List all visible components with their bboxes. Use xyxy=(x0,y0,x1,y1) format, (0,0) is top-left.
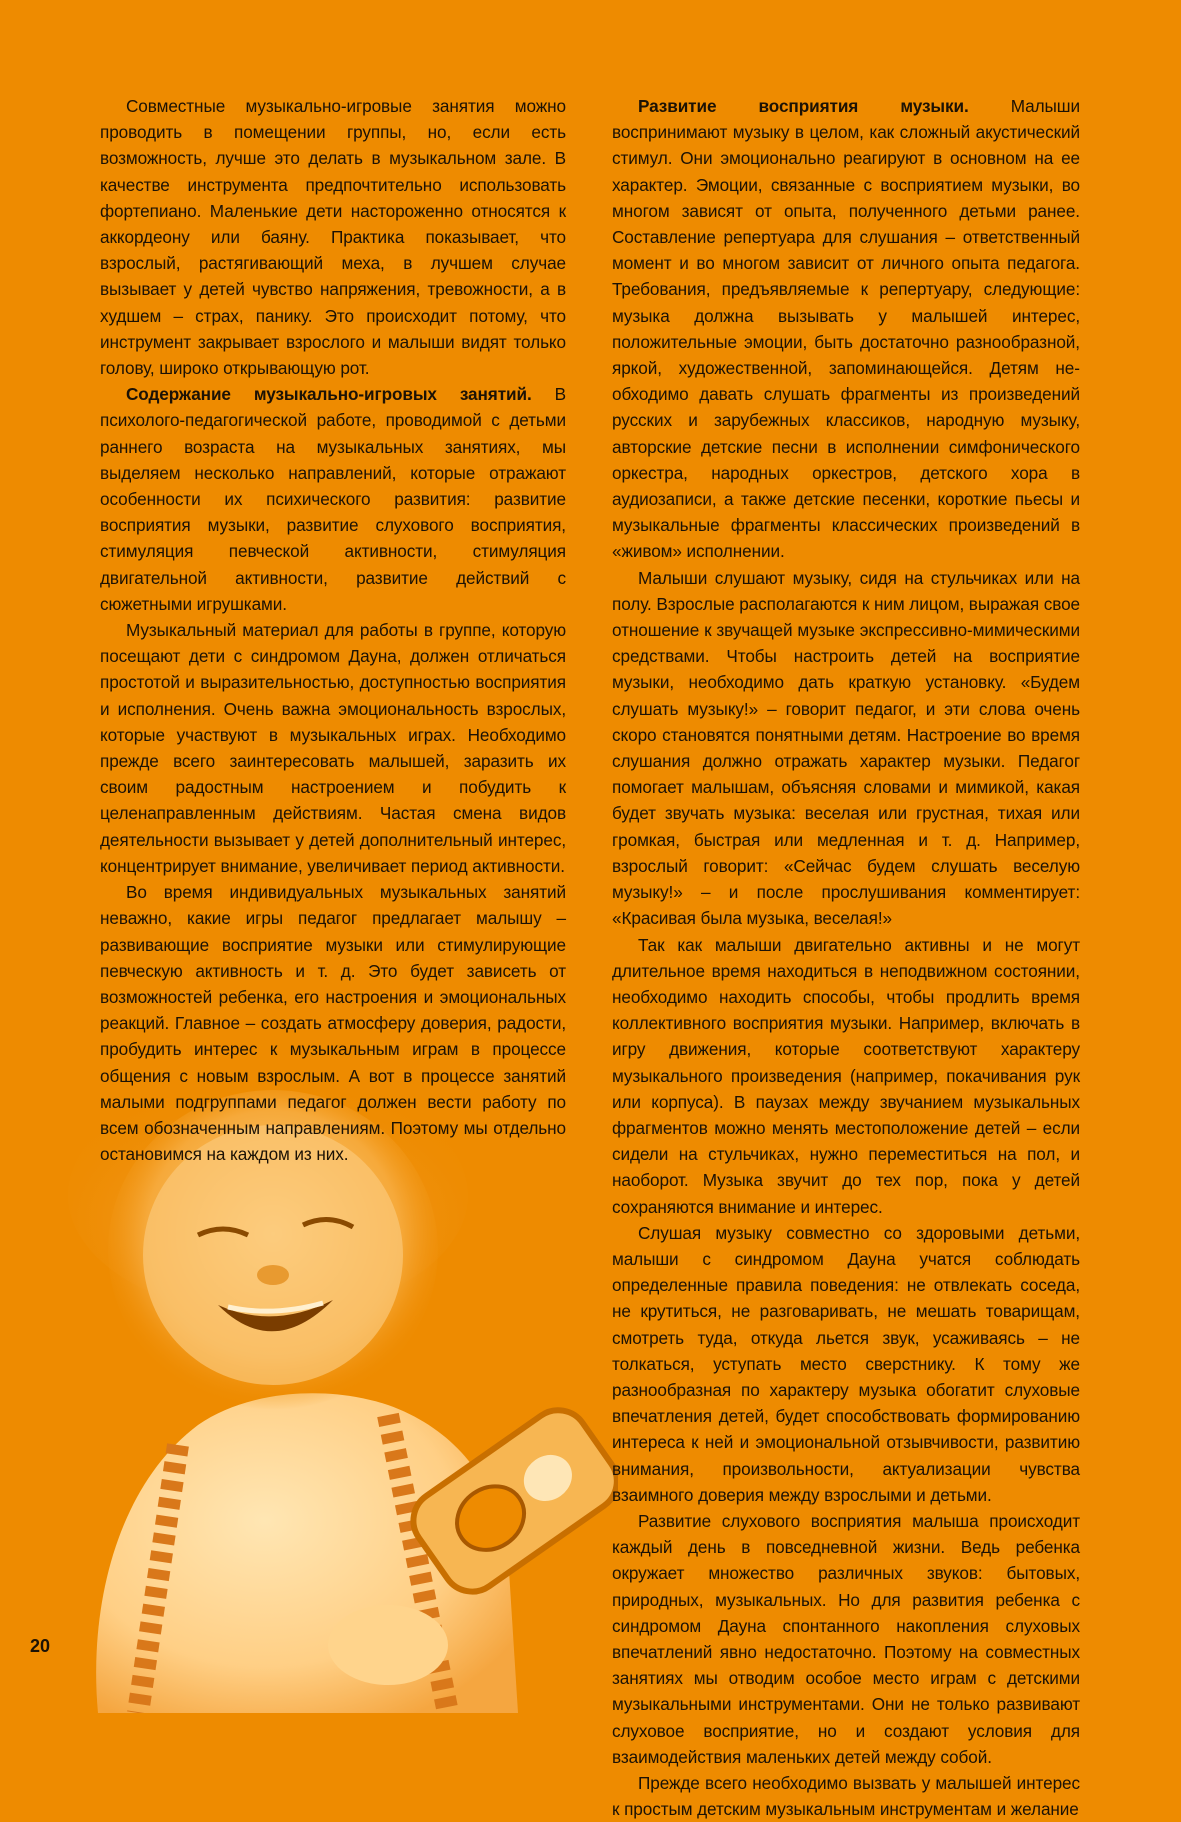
left-paragraph-2 xyxy=(100,381,566,617)
right-paragraph-1-text: Малыши воспринимают музыку в целом, как сложный акустический стимул. Они эмоционально реагируют в основном на ее характер. Эмоции, связанные с восприятием музыки, во многом зависят от опыта, полученного детьми ранее. Составление репертуара для слушания – ответственный момент и во многом зависит от личного опыта педагога. Требования, предъявляемые к репертуару, следующие: музыка должна вызывать у малышей интерес, положительные эмоции, быть достаточно разнообразной, яркой, художественной, запоминающейся. Детям необходимо давать слушать фрагменты из произведений русских и зарубежных классиков, народную музыку, авторские детские песни в исполнении симфонического оркестра, народных оркестров, детского хора в аудиозаписи, а также детские песенки, короткие пьесы и музыкальные фрагменты классических произведений в «живом» исполнении. xyxy=(612,96,1080,562)
right-column xyxy=(612,93,1080,1822)
right-paragraph-2: Малыши слушают музыку, сидя на стульчиках или на полу. Взрослые располагаются к ним лицом, выражая свое отношение к звучащей музыке экспрессивно-мимическими средствами. Чтобы настроить детей на восприятие музыки, необходимо дать краткую установку. «Будем слушать музыку!» – говорит педагог, и эти слова очень скоро становятся понятными детям. Настроение во время слушания должно отражать характер музыки. Педагог помогает малышам, объясняя словами и мимикой, какая будет звучать музыка: веселая или грустная, тихая или громкая, быстрая или медленная и т. д. Например, взрослый говорит: «Сейчас будем слушать веселую музыку!» – и после прослушивания комментирует: «Красивая была музыка, веселая!» xyxy=(612,567,1080,929)
left-paragraph-1: Совместные музыкально-игровые занятия можно проводить в помещении группы, но, если есть возможность, лучше это делать в музыкальном зале. В качестве инструмента предпочтительно использовать фортепиано. Маленькие дети настороженно относятся к аккордеону или баяну. Практика показывает, что взрослый, растягивающий меха, в лучшем случае вызывает у детей чувство напряжения, тревожности, а в худшем – страх, панику. Это происходит потому, что инструмент закрывает взрослого и малыши видят только голову, широко открывающую рот. xyxy=(100,96,566,379)
child-photo xyxy=(58,1085,618,1713)
left-paragraph-2-text: В психолого-педагогической работе, проводимой с детьми раннего возраста на музыкальных занятиях, мы выделяем несколько направлений, которые отражают особенности их психического развития: развитие восприятия музыки, развитие слухового восприятия, стимуляция певческой активности, стимуляция двигательной активности, развитие действий с сюжетными игрушками. xyxy=(100,384,566,614)
right-paragraph-4: Слушая музыку совместно со здоровыми детьми, малыши с синдромом Дауна учатся соблюдать определенные правила поведения: не отвлекать соседа, не крутиться, не разговаривать, не мешать товарищам, смотреть туда, откуда льется звук, усаживаясь – не толкаться, уступать место сверстнику. К тому же разнообразная по характеру музыка обогатит слуховые впечатления детей, будет способствовать формированию интереса к ней и эмоциональной отзывчивости, развитию внимания, произвольности, актуализации чувства взаимного доверия между взрослыми и детьми. xyxy=(612,1222,1080,1505)
section-heading-music-perception: Развитие восприятия музыки. xyxy=(638,96,969,116)
page-number: 20 xyxy=(30,1636,51,1656)
right-paragraph-3: Так как малыши двигательно активны и не могут длительное время находиться в неподвижном состоянии, необходимо находить способы, чтобы продлить время коллективного восприятия музыки. Например, включать в игру движения, которые соответствуют характеру музыкального произведения (например, покачивания рук или корпуса). В паузах между звучанием музыкальных фрагментов можно менять местоположение детей – если сидели на стульчиках, нужно переместиться на пол, и наоборот. Музыка звучит до тех пор, пока у детей сохраняются внимание и интерес. xyxy=(612,934,1080,1217)
left-column xyxy=(100,93,566,1167)
right-paragraph-6: Прежде всего необходимо вызвать у малышей интерес к простым детским музыкальным инструментам и желание xyxy=(612,1773,1080,1820)
section-heading-music-games: Содержание музыкально-игровых занятий. xyxy=(126,384,532,405)
left-paragraph-4: Во время индивидуальных музыкальных занятий неважно, какие игры педагог предлагает малышу – развивающие восприятие музыки или стимулирующие певческую активность и т. д. Это будет зависеть от возможностей ребенка, его настроения и эмоциональных реакций. Главное – создать атмосферу доверия, радости, пробудить интерес к музыкальным играм в процессе общения с новым взрослым. А вот в процессе занятий малыми подгруппами педагог должен вести работу по всем обозначенным направлениям. Поэтому мы отдельно остановимся на каждом из них. xyxy=(100,882,566,1165)
right-paragraph-1 xyxy=(612,93,1080,565)
left-paragraph-3: Музыкальный материал для работы в группе, которую посещают дети с синдромом Дауна, должен отличаться простотой и выразительностью, доступностью восприятия и исполнения. Очень важна эмоциональность взрослых, которые участвуют в музыкальных играх. Необходимо прежде всего заинтересовать малышей, заразить их своим радостным настроением и побудить к целенаправленным действиям. Частая смена видов деятельности вызывает у детей дополнительный интерес, концентрирует внимание, увеличивает период активности. xyxy=(100,620,566,876)
right-paragraph-5: Развитие слухового восприятия малыша происходит каждый день в повседневной жизни. Ведь ребенка окружает множество различных звуков: бытовых, природных, музыкальных. Но для развития ребенка с синдромом Дауна спонтанного накопления слуховых впечатлений явно недостаточно. Поэтому на совместных занятиях мы отводим особое место играм с детскими музыкальными инструментами. Они не только развивают слуховое восприятие, но и создают условия для взаимодействия маленьких детей между собой. xyxy=(612,1510,1080,1767)
